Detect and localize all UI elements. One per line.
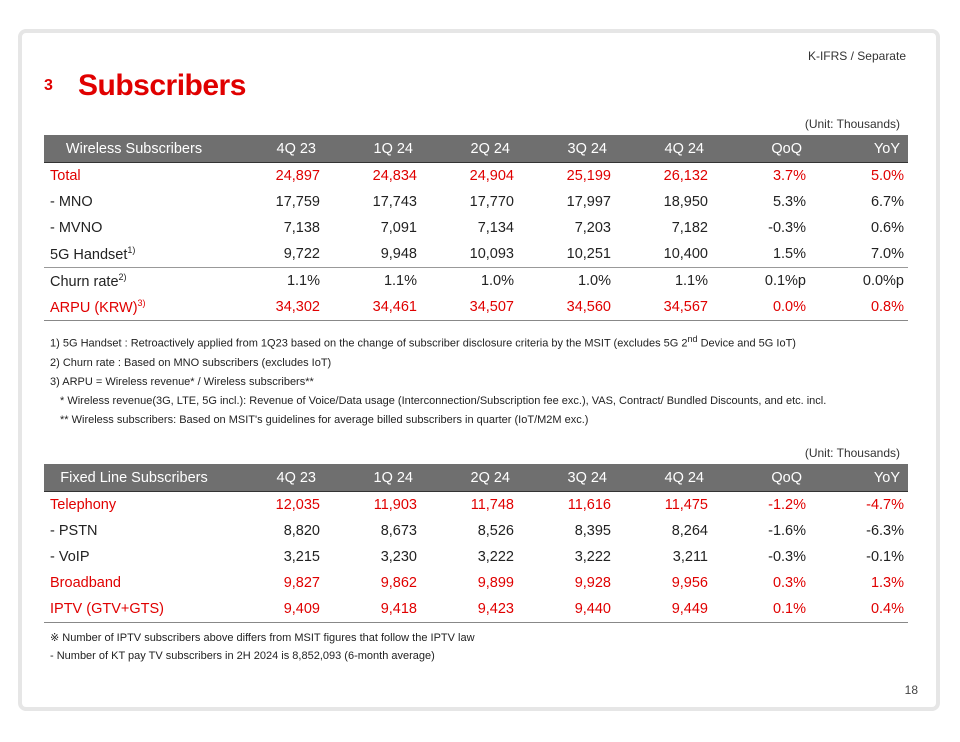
table-cell: 17,770 <box>469 194 514 210</box>
table-cell: 1.1% <box>324 268 421 295</box>
table-cell: 0.1% <box>712 596 810 623</box>
table-cell: 9,409 <box>224 596 324 623</box>
table-cell: 34,560 <box>518 294 615 321</box>
table-row-iptv <box>44 596 908 623</box>
slide <box>18 29 940 711</box>
table-cell: 11,475 <box>664 497 708 513</box>
fixed-unit-label: (Unit: Thousands) <box>804 446 900 460</box>
table-cell: 24,897 <box>275 168 320 184</box>
table-cell: 11,903 <box>373 497 417 513</box>
row-label: Total <box>50 168 81 184</box>
table-cell: 24,904 <box>469 168 514 184</box>
footnote: - Number of KT pay TV subscribers in 2H 2024 is 8,852,093 (6-month average) <box>50 650 435 662</box>
table-cell: 0.1%p <box>712 268 810 295</box>
table-row-telephony <box>44 492 908 519</box>
table-row-total <box>44 163 908 190</box>
table-cell: 26,132 <box>663 168 708 184</box>
footnote: ※ Number of IPTV subscribers above differs from MSIT figures that follow the IPTV law <box>50 632 475 644</box>
accounting-standard: K-IFRS / Separate <box>807 49 906 63</box>
table-cell: -0.1% <box>866 549 904 565</box>
table-cell: 6.7% <box>870 194 904 210</box>
table-cell: 8,264 <box>671 523 708 539</box>
table-cell: 34,302 <box>224 294 324 321</box>
wireless-subscribers-table <box>44 135 908 321</box>
column-header: 4Q 23 <box>224 135 324 163</box>
table-cell: 1.3% <box>870 575 904 591</box>
table-cell: -0.3% <box>768 220 806 236</box>
table-cell: 9,948 <box>380 246 417 262</box>
column-header: QoQ <box>712 464 810 492</box>
page-title: Subscribers <box>78 69 246 102</box>
wireless-unit-label: (Unit: Thousands) <box>804 117 900 131</box>
table-cell: 9,440 <box>518 596 615 623</box>
table-cell: 9,862 <box>380 575 417 591</box>
table-cell: -1.6% <box>768 523 806 539</box>
table-cell: 0.6% <box>870 220 904 236</box>
row-label: 5G Handset$^{1)}$ <box>50 245 136 263</box>
row-label: - MNO <box>50 194 93 210</box>
table-row-arpu <box>44 294 908 321</box>
table-cell: 7,138 <box>283 220 320 236</box>
table-cell: 7,182 <box>671 220 708 236</box>
footnote: 2) Churn rate : Based on MNO subscribers (excludes IoT) <box>50 356 332 369</box>
table-cell: 9,899 <box>477 575 514 591</box>
table-cell: 12,035 <box>275 497 320 513</box>
table-cell: 1.0% <box>421 268 518 295</box>
row-label: Churn rate$^{2)}$ <box>44 268 224 295</box>
table-cell: 34,567 <box>615 294 712 321</box>
table-cell: 9,956 <box>671 575 708 591</box>
column-header: Wireless Subscribers <box>44 135 224 163</box>
fixed-footnotes <box>50 629 475 665</box>
column-header: 3Q 24 <box>518 464 615 492</box>
table-cell: 5.0% <box>870 168 904 184</box>
footnote: ** Wireless subscribers: Based on MSIT's guidelines for average billed subscribers in quarter (IoT/M2M exc.) <box>60 413 589 426</box>
table-cell: 5.3% <box>772 194 806 210</box>
section-number: 3 <box>44 77 53 94</box>
table-cell: -4.7% <box>866 497 904 513</box>
table-cell: 0.0%p <box>810 268 908 295</box>
table-cell: 7,134 <box>477 220 514 236</box>
table-cell: 11,748 <box>470 497 514 513</box>
table-cell: 1.1% <box>224 268 324 295</box>
fixed-line-subscribers-table <box>44 464 908 623</box>
table-cell: 3,215 <box>283 549 320 565</box>
table-cell: -6.3% <box>866 523 904 539</box>
wireless-footnotes <box>50 330 826 430</box>
table-cell: 17,743 <box>372 194 417 210</box>
table-cell: 1.0% <box>518 268 615 295</box>
row-label: - MVNO <box>50 220 103 236</box>
row-label: Telephony <box>50 497 117 513</box>
table-cell: 7.0% <box>870 246 904 262</box>
column-header: 1Q 24 <box>324 464 421 492</box>
row-label: - VoIP <box>50 549 90 565</box>
table-cell: 8,820 <box>283 523 320 539</box>
row-label: - PSTN <box>50 523 98 539</box>
table-cell: -0.3% <box>768 549 806 565</box>
table-cell: 0.0% <box>712 294 810 321</box>
table-header-row <box>44 464 908 492</box>
column-header: 3Q 24 <box>518 135 615 163</box>
table-cell: 1.1% <box>615 268 712 295</box>
column-header: YoY <box>810 464 908 492</box>
table-row-churn-rate <box>44 268 908 295</box>
column-header: 4Q 24 <box>615 464 712 492</box>
column-header: YoY <box>810 135 908 163</box>
column-header: QoQ <box>712 135 810 163</box>
table-row-5g-handset <box>44 241 908 268</box>
table-cell: 9,423 <box>421 596 518 623</box>
table-cell: 17,997 <box>566 194 611 210</box>
table-cell: 8,673 <box>380 523 417 539</box>
table-cell: 3.7% <box>772 168 806 184</box>
row-label: IPTV (GTV+GTS) <box>44 596 224 623</box>
table-cell: 10,251 <box>566 246 611 262</box>
page-number: 18 <box>904 683 918 697</box>
table-cell: 8,526 <box>477 523 514 539</box>
column-header: 4Q 24 <box>615 135 712 163</box>
table-cell: 9,928 <box>574 575 611 591</box>
column-header: 1Q 24 <box>324 135 421 163</box>
row-label: ARPU (KRW)$^{3)}$ <box>44 294 224 321</box>
column-header: 4Q 23 <box>224 464 324 492</box>
table-row-broadband <box>44 570 908 596</box>
footnote: 3) ARPU = Wireless revenue* / Wireless subscribers** <box>50 375 314 388</box>
table-cell: 25,199 <box>566 168 611 184</box>
table-cell: 34,461 <box>324 294 421 321</box>
table-cell: 3,222 <box>477 549 514 565</box>
table-cell: 17,759 <box>275 194 320 210</box>
table-cell: 10,093 <box>469 246 514 262</box>
table-row-mno <box>44 189 908 215</box>
table-cell: -1.2% <box>768 497 806 513</box>
table-cell: 11,616 <box>567 497 611 513</box>
table-cell: 7,091 <box>380 220 417 236</box>
table-cell: 10,400 <box>663 246 708 262</box>
table-cell: 9,722 <box>283 246 320 262</box>
table-cell: 3,222 <box>574 549 611 565</box>
table-cell: 0.8% <box>810 294 908 321</box>
table-cell: 18,950 <box>663 194 708 210</box>
row-label: Broadband <box>50 575 121 591</box>
table-cell: 9,418 <box>324 596 421 623</box>
footnote: 1) 5G Handset : Retroactively applied from 1Q23 based on the change of subscriber disclosure criteria by the MSIT (excludes 5G 2nd Device and 5G IoT) <box>50 334 796 350</box>
footnote: * Wireless revenue(3G, LTE, 5G incl.): Revenue of Voice/Data usage (Interconnection/Subscription fee exc.), VAS, Contract/ Bundled Discounts, and etc. incl. <box>60 394 827 407</box>
table-cell: 0.3% <box>772 575 806 591</box>
table-cell: 9,827 <box>283 575 320 591</box>
table-cell: 3,211 <box>672 549 708 565</box>
table-cell: 8,395 <box>574 523 611 539</box>
table-cell: 24,834 <box>372 168 417 184</box>
table-cell: 0.4% <box>810 596 908 623</box>
table-cell: 1.5% <box>772 246 806 262</box>
table-cell: 7,203 <box>574 220 611 236</box>
table-row-voip <box>44 544 908 570</box>
table-cell: 34,507 <box>421 294 518 321</box>
table-row-pstn <box>44 518 908 544</box>
table-cell: 3,230 <box>380 549 417 565</box>
column-header: 2Q 24 <box>421 135 518 163</box>
table-header-row <box>44 135 908 163</box>
table-cell: 9,449 <box>615 596 712 623</box>
column-header: 2Q 24 <box>421 464 518 492</box>
column-header: Fixed Line Subscribers <box>44 464 224 492</box>
table-row-mvno <box>44 215 908 241</box>
